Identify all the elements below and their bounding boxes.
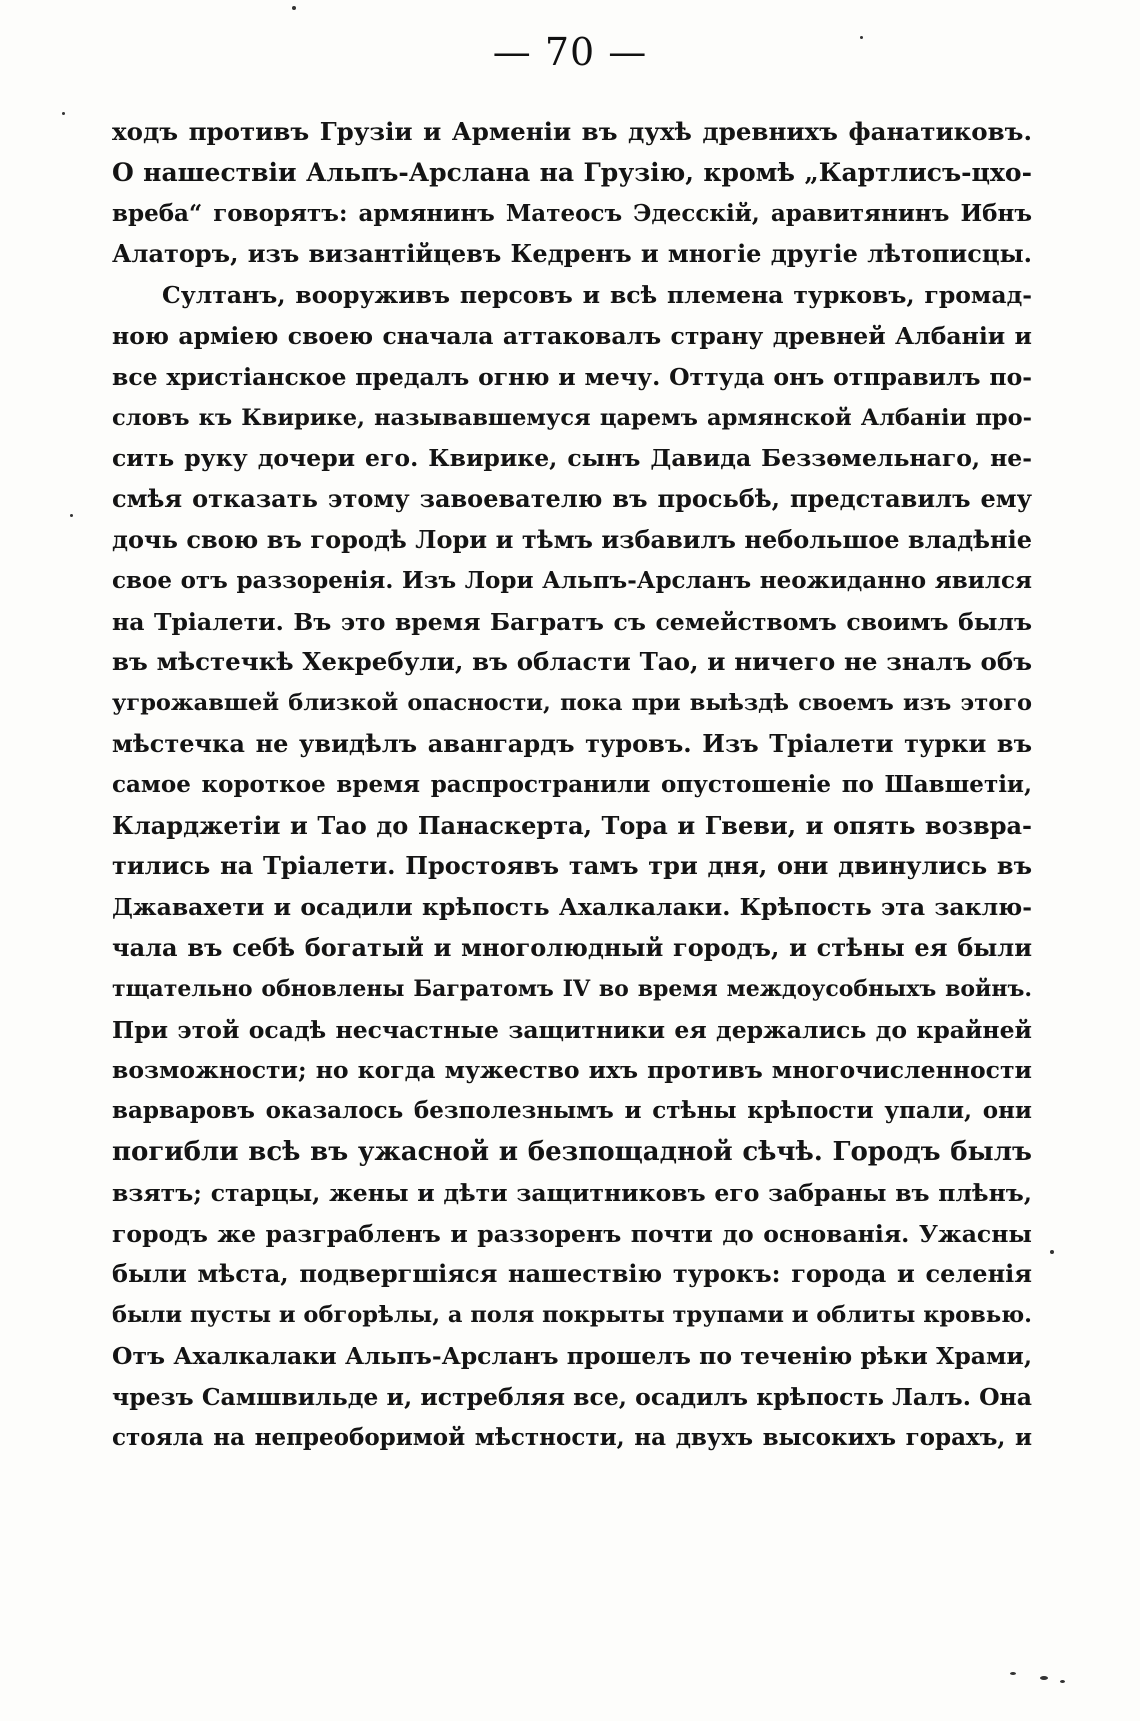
print-speck bbox=[70, 514, 73, 517]
text-line: на Тріалети. Въ это время Багратъ съ семействомъ своимъ былъ bbox=[112, 607, 1032, 636]
text-line: чрезъ Самшвильде и, истребляя все, осадилъ крѣпость Лалъ. Она bbox=[112, 1382, 1032, 1411]
text-line: Кларджетіи и Тао до Панаскерта, Тора и Гвеви, и опять возвра- bbox=[112, 810, 1032, 840]
text-line: все христіанское предалъ огню и мечу. Оттуда онъ отправилъ по- bbox=[112, 362, 1032, 391]
text-line: стояла на непреоборимой мѣстности, на двухъ высокихъ горахъ, и bbox=[112, 1423, 1032, 1451]
print-speck bbox=[1060, 1680, 1065, 1683]
text-line: свое отъ раззоренія. Изъ Лори Альпъ-Арсланъ неожиданно явился bbox=[112, 566, 1032, 594]
text-line: словъ къ Квирике, называвшемуся царемъ армянской Албаніи про- bbox=[112, 404, 1032, 431]
text-line: городъ же разграбленъ и раззоренъ почти до основанія. Ужасны bbox=[112, 1219, 1032, 1248]
text-line: угрожавшей близкой опасности, пока при выѣздѣ своемъ изъ этого bbox=[112, 690, 1032, 717]
text-line: варваровъ оказалось безполезнымъ и стѣны крѣпости упали, они bbox=[112, 1097, 1032, 1125]
text-line: взятъ; старцы, жены и дѣти защитниковъ его забраны въ плѣнъ, bbox=[112, 1178, 1032, 1207]
print-speck bbox=[1040, 1676, 1048, 1680]
text-line: дочь свою въ городѣ Лори и тѣмъ избавилъ небольшое владѣніе bbox=[112, 524, 1032, 554]
print-speck bbox=[1010, 1672, 1016, 1675]
text-line: Алаторъ, изъ византійцевъ Кедренъ и многіе другіе лѣтописцы. bbox=[112, 239, 1032, 269]
text-line: самое короткое время распространили опустошеніе по Шавшетіи, bbox=[112, 770, 1032, 798]
print-speck bbox=[860, 36, 863, 39]
body-text bbox=[112, 112, 1032, 1458]
text-line: чала въ себѣ богатый и многолюдный городъ, и стѣны ея были bbox=[112, 932, 1032, 962]
text-line: тщательно обновлены Багратомъ IV во время междоусобныхъ войнъ. bbox=[112, 975, 1032, 1002]
text-line: При этой осадѣ несчастные защитники ея держались до крайней bbox=[112, 1015, 1032, 1044]
text-line: О нашествіи Альпъ-Арслана на Грузію, кромѣ „Картлисъ-цхо- bbox=[112, 157, 1032, 187]
text-line: ходъ противъ Грузіи и Арменіи въ духѣ древнихъ фанатиковъ. bbox=[112, 117, 1032, 146]
text-line: ною арміею своею сначала аттаковалъ страну древней Албаніи и bbox=[112, 321, 1032, 350]
print-speck bbox=[1050, 1250, 1054, 1254]
text-line: смѣя отказать этому завоевателю въ просьбѣ, представилъ ему bbox=[112, 484, 1032, 514]
text-line: погибли всѣ въ ужасной и безпощадной сѣчѣ. Городъ былъ bbox=[112, 1136, 1032, 1167]
text-line: тились на Тріалети. Простоявъ тамъ три дня, они двинулись въ bbox=[112, 851, 1032, 881]
text-line: Джавахети и осадили крѣпость Ахалкалаки. Крѣпость эта заклю- bbox=[112, 893, 1032, 922]
text-line: Султанъ, вооруживъ персовъ и всѣ племена турковъ, громад- bbox=[162, 281, 1032, 310]
text-line: Отъ Ахалкалаки Альпъ-Арсланъ прошелъ по теченію рѣки Храми, bbox=[112, 1341, 1032, 1370]
text-line: возможности; но когда мужество ихъ противъ многочисленности bbox=[112, 1056, 1032, 1085]
page-number: — 70 — bbox=[492, 30, 648, 74]
text-line: въ мѣстечкѣ Хекребули, въ области Тао, и ничего не зналъ объ bbox=[112, 647, 1032, 677]
text-line: были пусты и обгорѣлы, а поля покрыты трупами и облиты кровью. bbox=[112, 1302, 1032, 1329]
print-speck bbox=[62, 112, 65, 115]
print-speck bbox=[292, 6, 296, 10]
text-line: были мѣста, подвергшіяся нашествію турокъ: города и селенія bbox=[112, 1259, 1032, 1289]
text-line: вреба“ говорятъ: армянинъ Матеосъ Эдесскій, аравитянинъ Ибнъ bbox=[112, 199, 1032, 227]
text-line: мѣстечка не увидѣлъ авангардъ туровъ. Изъ Тріалети турки въ bbox=[112, 728, 1032, 758]
text-line: сить руку дочери его. Квирике, сынъ Давида Беззѳмельнаго, не- bbox=[112, 444, 1032, 473]
